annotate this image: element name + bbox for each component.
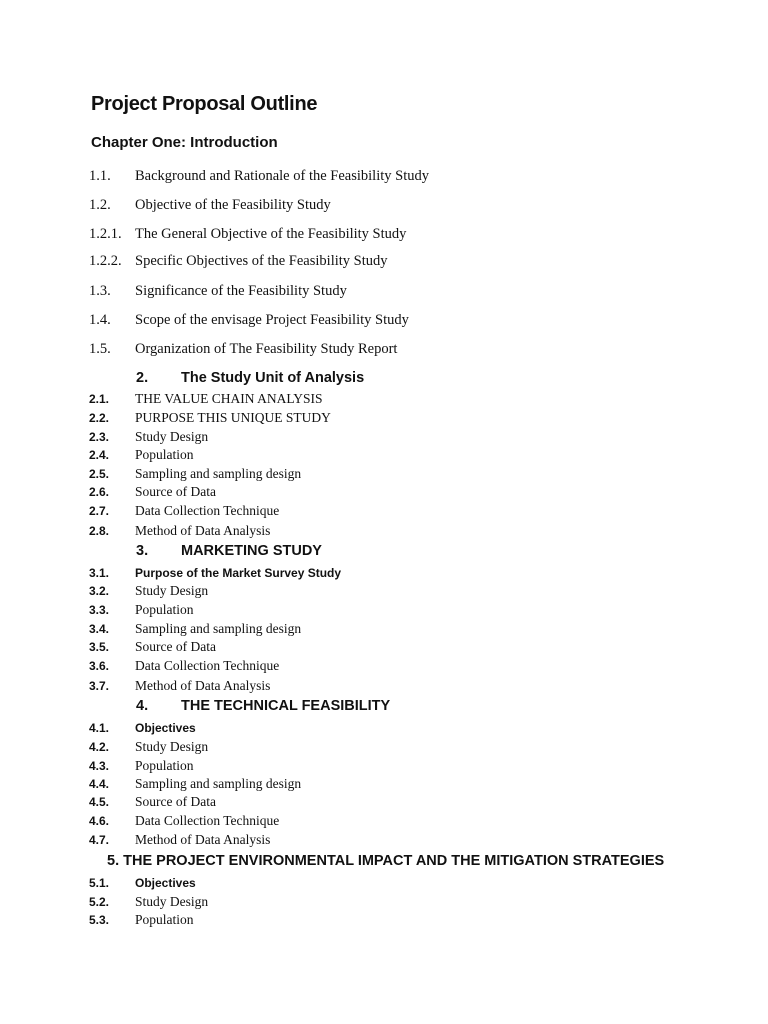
item-text: Sampling and sampling design — [135, 621, 302, 636]
item-text: Study Design — [135, 583, 209, 598]
item-number: 1.5. — [89, 341, 111, 357]
item-text: The General Objective of the Feasibility Study — [135, 226, 407, 242]
item-text: Population — [135, 758, 194, 773]
item-number: 3.2. — [89, 584, 110, 598]
item-text: Purpose of the Market Survey Study — [135, 566, 342, 580]
section-title: MARKETING STUDY — [181, 543, 322, 559]
item-number: 1.4. — [89, 312, 111, 328]
item-text: Source of Data — [135, 639, 216, 654]
item-text: Significance of the Feasibility Study — [135, 283, 347, 299]
item-number: 4.4. — [89, 777, 110, 791]
section-title: The Study Unit of Analysis — [181, 370, 365, 386]
item-text: Organization of The Feasibility Study Report — [135, 341, 398, 357]
section-number: 2. — [136, 370, 149, 386]
item-text: Method of Data Analysis — [135, 678, 271, 693]
item-number: 1.2.2. — [89, 253, 122, 269]
item-text: Population — [135, 447, 194, 462]
item-number: 3.5. — [89, 640, 110, 654]
item-number: 1.2. — [89, 197, 111, 213]
item-number: 1.2.1. — [89, 226, 122, 242]
item-text: Scope of the envisage Project Feasibility Study — [135, 312, 409, 328]
item-number: 5.1. — [89, 876, 110, 890]
item-text: Source of Data — [135, 794, 216, 809]
section-title: THE TECHNICAL FEASIBILITY — [181, 698, 391, 714]
item-number: 4.5. — [89, 795, 110, 809]
item-number: 4.6. — [89, 814, 110, 828]
item-number: 2.1. — [89, 392, 110, 406]
item-number: 2.4. — [89, 448, 110, 462]
item-number: 2.7. — [89, 504, 110, 518]
item-number: 4.7. — [89, 833, 110, 847]
item-text: Background and Rationale of the Feasibility Study — [135, 168, 429, 184]
item-text: Population — [135, 912, 194, 927]
item-text: Method of Data Analysis — [135, 523, 271, 538]
item-number: 4.1. — [89, 721, 110, 735]
item-number: 2.3. — [89, 430, 110, 444]
item-text: Source of Data — [135, 484, 216, 499]
section-number: 3. — [136, 543, 149, 559]
section-number: 4. — [136, 698, 149, 714]
item-text: Objectives — [135, 721, 196, 735]
item-text: Sampling and sampling design — [135, 776, 302, 791]
item-number: 3.4. — [89, 622, 110, 636]
item-number: 5.3. — [89, 913, 110, 927]
item-number: 2.6. — [89, 485, 110, 499]
item-number: 3.3. — [89, 603, 110, 617]
chapter-one-title: Chapter One: Introduction — [91, 134, 278, 151]
item-number: 1.3. — [89, 283, 111, 299]
item-text: Study Design — [135, 429, 209, 444]
item-text: Data Collection Technique — [135, 658, 280, 673]
item-number: 3.6. — [89, 659, 110, 673]
item-number: 1.1. — [89, 168, 111, 184]
item-number: 2.8. — [89, 524, 110, 538]
item-text: Specific Objectives of the Feasibility Study — [135, 253, 388, 269]
item-text: Population — [135, 602, 194, 617]
item-text: Data Collection Technique — [135, 503, 280, 518]
item-text: Objective of the Feasibility Study — [135, 197, 331, 213]
item-number: 3.7. — [89, 679, 110, 693]
item-number: 2.2. — [89, 411, 110, 425]
item-number: 2.5. — [89, 467, 110, 481]
item-number: 4.3. — [89, 759, 110, 773]
item-text: Method of Data Analysis — [135, 832, 271, 847]
item-text: Study Design — [135, 894, 209, 909]
item-text: PURPOSE THIS UNIQUE STUDY — [135, 410, 331, 425]
item-text: Sampling and sampling design — [135, 466, 302, 481]
document-title: Project Proposal Outline — [91, 93, 318, 115]
item-text: Study Design — [135, 739, 209, 754]
item-text: THE VALUE CHAIN ANALYSIS — [135, 391, 323, 406]
item-text: Data Collection Technique — [135, 813, 280, 828]
item-number: 4.2. — [89, 740, 110, 754]
item-number: 3.1. — [89, 566, 110, 580]
item-number: 5.2. — [89, 895, 110, 909]
item-text: Objectives — [135, 876, 196, 890]
section-heading: 5. THE PROJECT ENVIRONMENTAL IMPACT AND THE MITIGATION STRATEGIES — [107, 853, 665, 869]
